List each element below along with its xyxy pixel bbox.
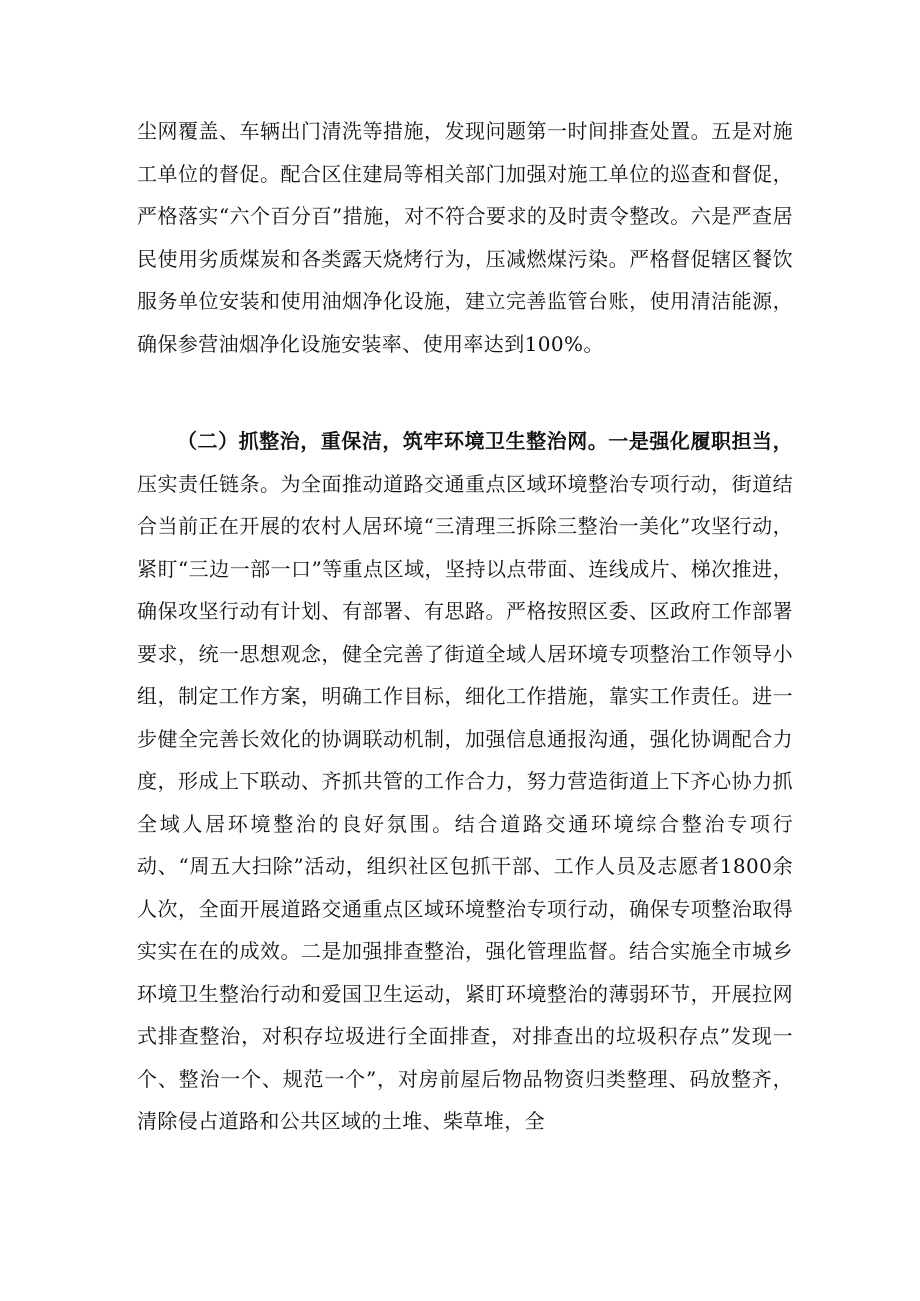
paragraph-2-body: 压实责任链条。为全面推动道路交通重点区域环境整治专项行动，街道结合当前正在开展的农村人居环境“三清理三拆除三整治一美化”攻坚行动，紧盯“三边一部一口”等重点区域，坚持以点带面、连线成片、梯次推进，确保攻坚行动有计划、有部署、有思路。严格按照区委、区政府工作部署要求，统一思想观念，健全完善了街道全域人居环境专项整治工作领导小组，制定工作方案，明确工作目标，细化工作措施，靠实工作责任。进一步健全完善长效化的协调联动机制，加强信息通报沟通，强化协调配合力度，形成上下联动、齐抓共管的工作合力，努力营造街道上下齐心协力抓全域人居环境整治的良好氛围。结合道路交通环境综合整治专项行动、“周五大扫除”活动，组织社区包抓干部、工作人员及志愿者1800余人次，全面开展道路交通重点区域环境整治专项行动，确保专项整治取得实实在在的成效。二是加强排查整治，强化管理监督。结合实施全市城乡环境卫生整治行动和爱国卫生运动，紧盯环境整治的薄弱环节，开展拉网式排查整治，对积存垃圾进行全面排查，对排查出的垃圾积存点”发现一个、整治一个、规范一个”，对房前屋后物品物资归类整理、码放整齐，清除侵占道路和公共区域的土堆、柴草堆，全: [137, 471, 793, 1133]
paragraph-2-block: [137, 420, 793, 1143]
paragraph-2: [137, 420, 793, 1143]
point-one-lead: 一是强化履职担当，: [608, 429, 793, 453]
paragraph-1-block: [137, 110, 793, 365]
section-heading: （二）抓整治，重保洁，筑牢环境卫生整治网。: [177, 429, 609, 453]
paragraph-1: 尘网覆盖、车辆出门清洗等措施，发现问题第一时间排查处置。五是对施工单位的督促。配合区住建局等相关部门加强对施工单位的巡查和督促，严格落实“六个百分百”措施，对不符合要求的及时责令整改。六是严查居民使用劣质煤炭和各类露天烧烤行为，压减燃煤污染。严格督促辖区餐饮服务单位安装和使用油烟净化设施，建立完善监管台账，使用清洁能源，确保参营油烟净化设施安装率、使用率达到100%。: [137, 119, 793, 356]
